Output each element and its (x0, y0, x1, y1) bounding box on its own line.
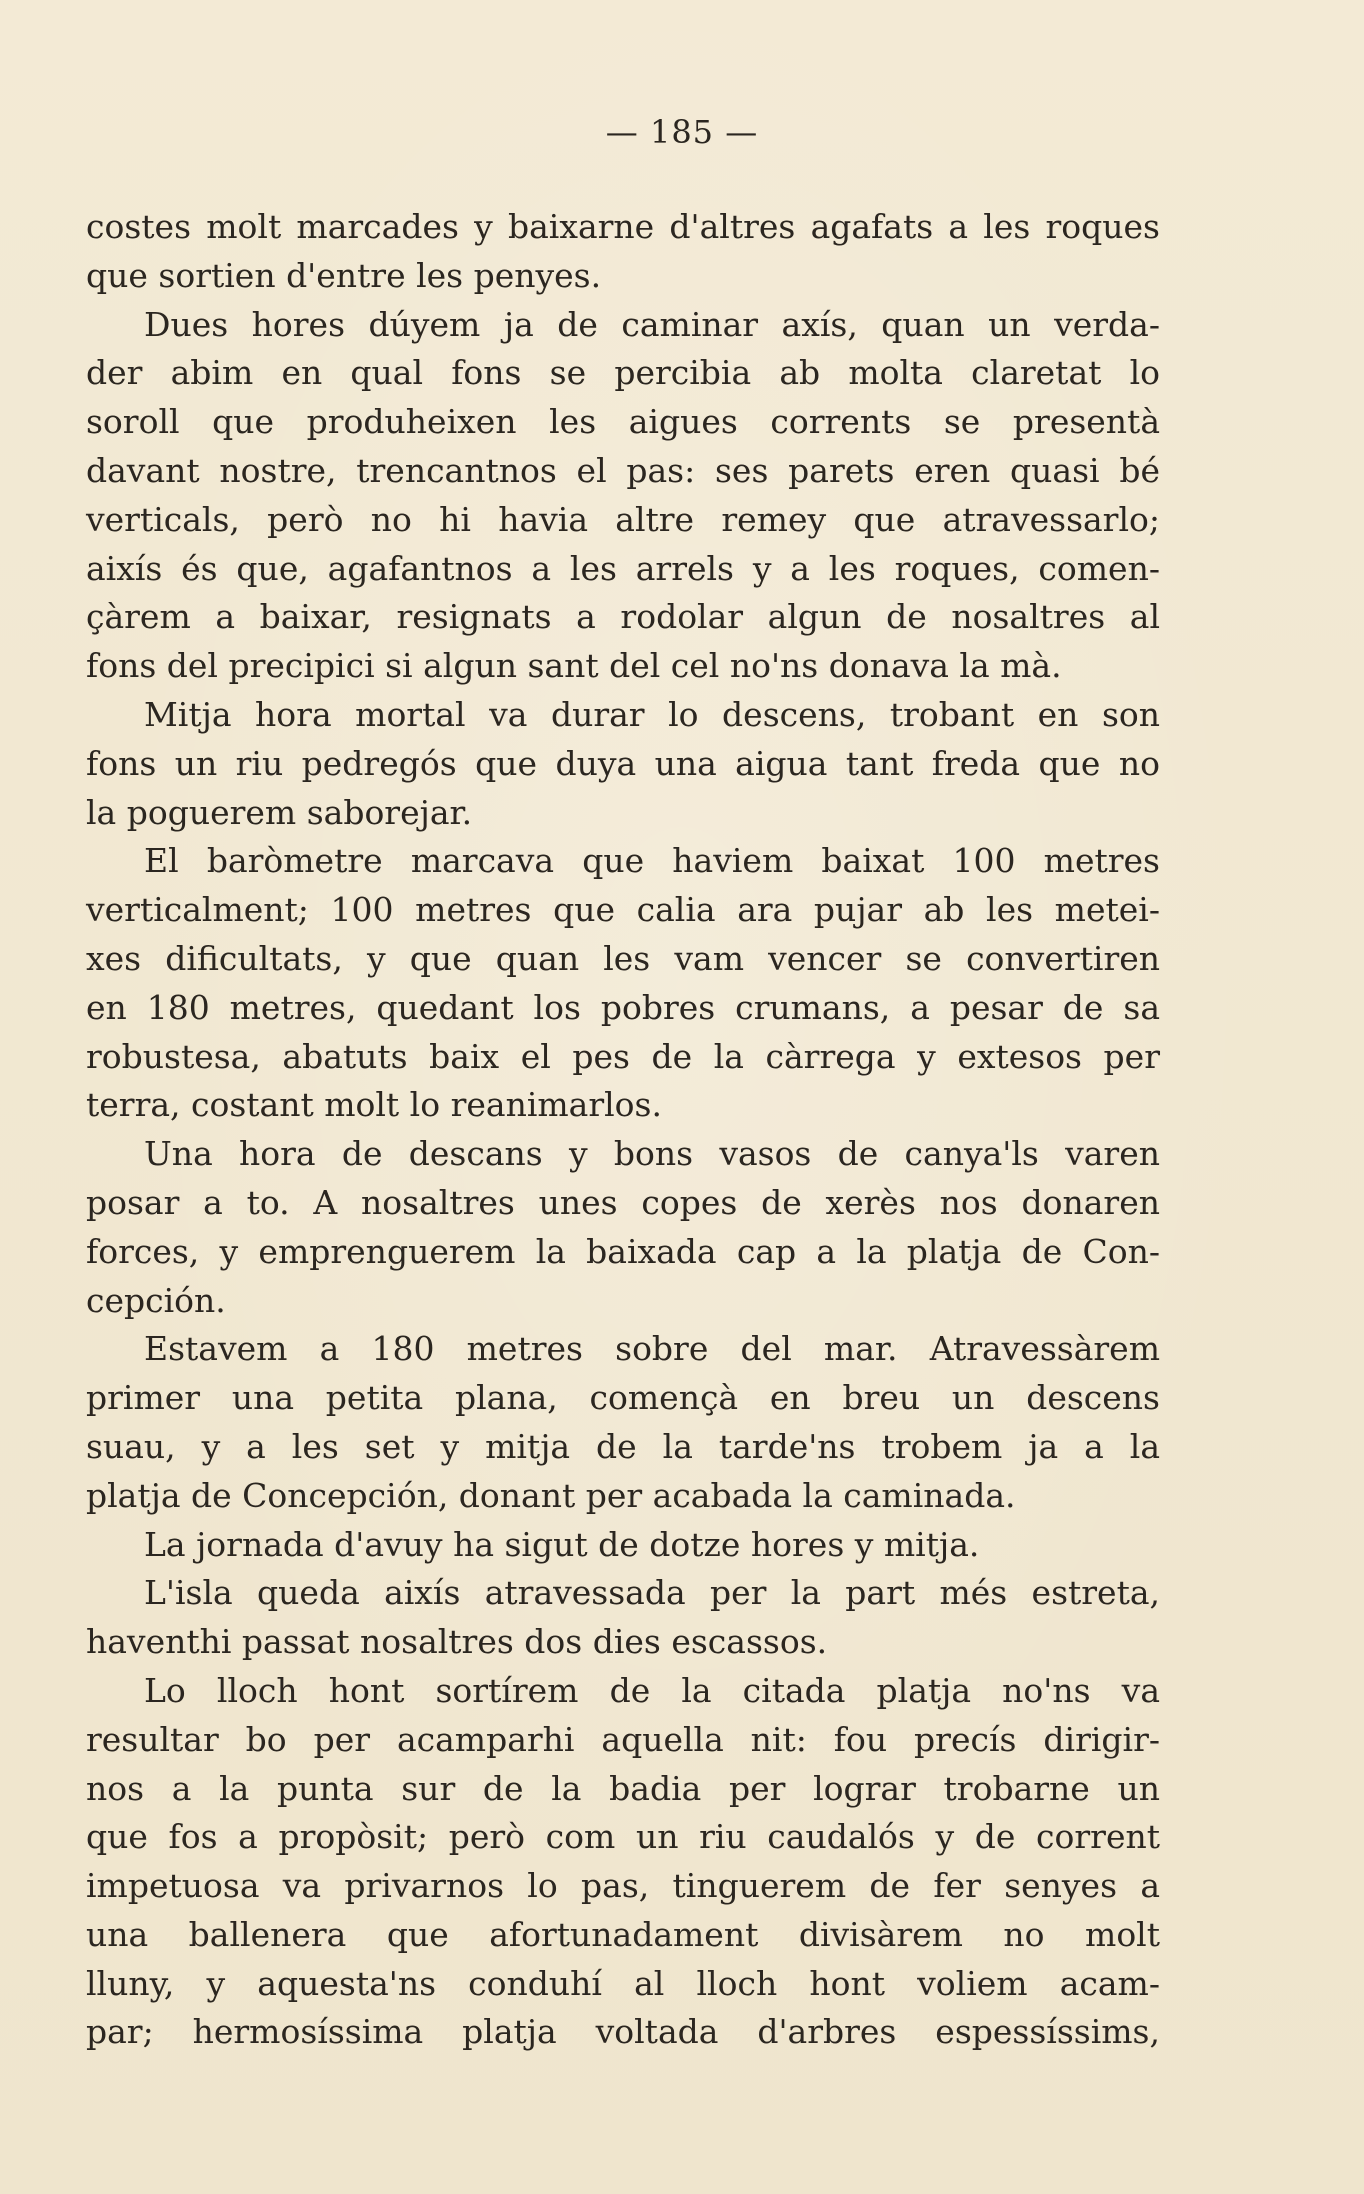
text-line: resultar bo per acamparhi aquella nit: fou precís dirigir- (86, 1719, 1160, 1759)
text-line: par; hermosíssima platja voltada d'arbres espessíssims, (86, 2012, 1160, 2052)
text-line: verticals, però no hi havia altre remey que atravessarlo; (86, 499, 1160, 539)
text-line: L'isla queda aixís atravessada per la part més estreta, (144, 1573, 1160, 1613)
text-line: cepción. (86, 1280, 226, 1320)
text-line: fons del precipici si algun sant del cel no'ns donava la mà. (86, 646, 1062, 686)
text-line: El baròmetre marcava que haviem baixat 100 metres (144, 841, 1160, 881)
text-line: la poguerem saborejar. (86, 792, 473, 832)
text-line: fons un riu pedregós que duya una aigua tant freda que no (86, 743, 1160, 783)
text-line: haventhi passat nosaltres dos dies escassos. (86, 1622, 828, 1662)
text-line: Lo lloch hont sortírem de la citada platja no'ns va (144, 1670, 1160, 1710)
text-line: forces, y emprenguerem la baixada cap a la platja de Con- (86, 1231, 1160, 1271)
text-line: çàrem a baixar, resignats a rodolar algun de nosaltres al (86, 597, 1160, 637)
text-line: lluny, y aquesta'ns conduhí al lloch hont voliem acam- (86, 1963, 1160, 2003)
text-line: platja de Concepción, donant per acabada la caminada. (86, 1475, 1016, 1515)
text-line: impetuosa va privarnos lo pas, tinguerem de fer senyes a (86, 1866, 1160, 1906)
text-line: aixís és que, agafantnos a les arrels y a les roques, comen- (86, 548, 1160, 588)
text-line: der abim en qual fons se percibia ab molta claretat lo (86, 353, 1160, 393)
text-line: que fos a propòsit; però com un riu caudalós y de corrent (86, 1817, 1160, 1857)
text-line: verticalment; 100 metres que calia ara pujar ab les metei- (86, 890, 1160, 930)
text-line: Mitja hora mortal va durar lo descens, trobant en son (144, 694, 1160, 734)
text-line: Una hora de descans y bons vasos de canya'ls varen (144, 1134, 1160, 1174)
text-line: posar a to. A nosaltres unes copes de xerès nos donaren (86, 1182, 1160, 1222)
text-line: Estavem a 180 metres sobre del mar. Atravessàrem (144, 1329, 1160, 1369)
page-number-header: — 185 — (605, 113, 759, 151)
text-line: soroll que produheixen les aigues corrents se presentà (86, 402, 1160, 442)
text-line: costes molt marcades y baixarne d'altres agafats a les roques (86, 207, 1160, 246)
text-line: davant nostre, trencantnos el pas: ses parets eren quasi bé (86, 450, 1160, 490)
text-line: nos a la punta sur de la badia per lograr trobarne un (86, 1768, 1160, 1808)
text-line: terra, costant molt lo reanimarlos. (86, 1085, 662, 1125)
text-line: suau, y a les set y mitja de la tarde'ns trobem ja a la (86, 1426, 1160, 1466)
text-line: Dues hores dúyem ja de caminar axís, quan un verda- (144, 304, 1160, 344)
text-line: primer una petita plana, començà en breu un descens (86, 1378, 1160, 1418)
text-line: una ballenera que afortunadament divisàrem no molt (86, 1914, 1160, 1954)
text-line: en 180 metres, quedant los pobres crumans, a pesar de sa (86, 987, 1160, 1027)
text-line: La jornada d'avuy ha sigut de dotze hores y mitja. (144, 1524, 980, 1564)
text-line: que sortien d'entre les penyes. (86, 255, 602, 295)
body-text (86, 203, 1160, 2057)
text-line: robustesa, abatuts baix el pes de la càrrega y extesos per (86, 1036, 1160, 1076)
text-line: xes dificultats, y que quan les vam vencer se convertiren (86, 938, 1160, 978)
